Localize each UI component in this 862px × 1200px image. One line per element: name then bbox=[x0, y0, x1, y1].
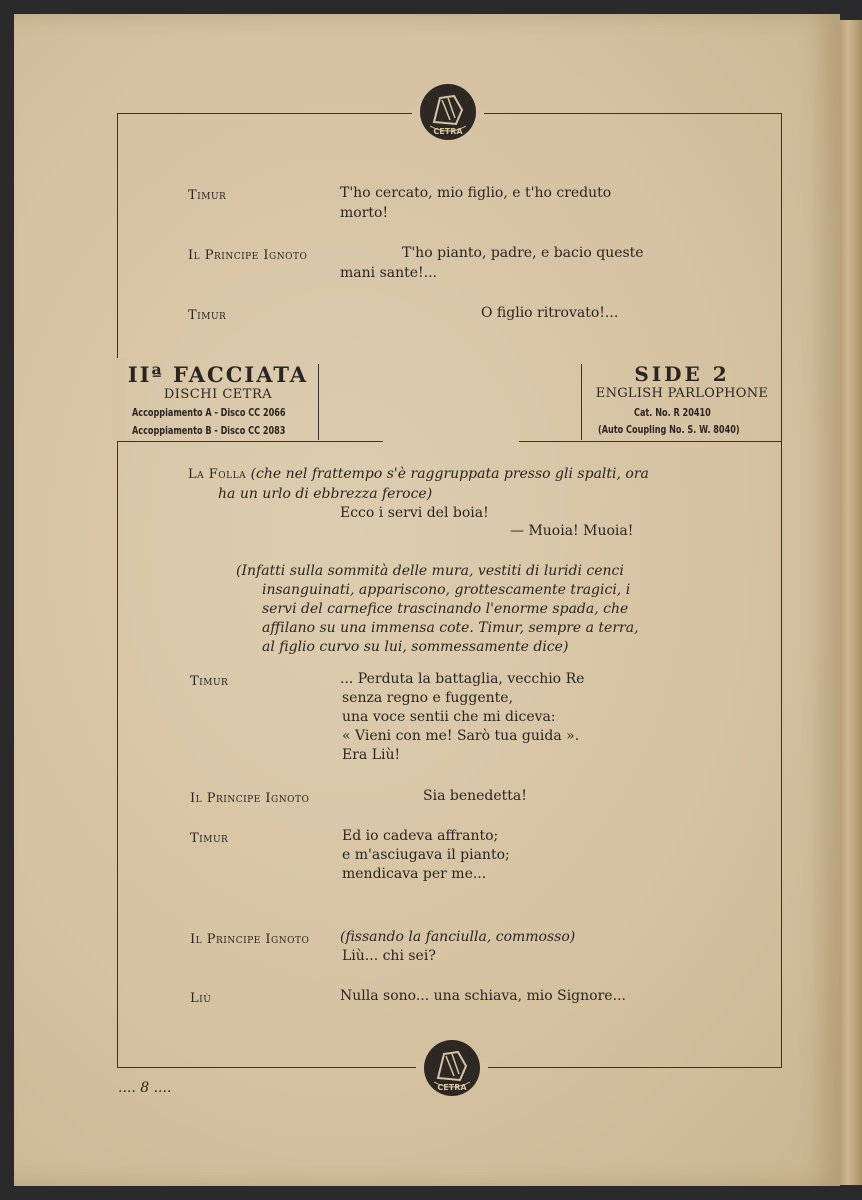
speaker-timur: Timur bbox=[188, 188, 227, 203]
verse-line: ... Perduta la battaglia, vecchio Re bbox=[340, 671, 585, 687]
cetra-logo-text: CETRA bbox=[433, 127, 463, 136]
auto-coupling: (Auto Coupling No. S. W. 8040) bbox=[598, 423, 740, 436]
speaker-principe: Il Principe Ignoto bbox=[190, 932, 310, 947]
verse-line: una voce sentii che mi diceva: bbox=[342, 709, 556, 725]
speaker-principe: Il Principe Ignoto bbox=[190, 791, 310, 806]
cetra-logo-bottom bbox=[424, 1040, 480, 1096]
coupling-b: Accoppiamento B - Disco CC 2083 bbox=[132, 424, 286, 437]
dialogue-line: Ecco i servi del boia! bbox=[340, 505, 489, 521]
verse-line: « Vieni con me! Sarò tua guida ». bbox=[342, 728, 580, 744]
dialogue-line: Liù... chi sei? bbox=[342, 948, 436, 964]
cetra-logo-text: CETRA bbox=[437, 1083, 467, 1092]
facciata-title: IIª FACCIATA bbox=[127, 362, 309, 387]
stage-direction: (fissando la fanciulla, commosso) bbox=[340, 929, 576, 945]
dialogue-line: — Muoia! Muoia! bbox=[510, 523, 634, 539]
dialogue-line: Sia benedetta! bbox=[423, 788, 527, 804]
verse-line: e m'asciugava il pianto; bbox=[342, 847, 510, 863]
facciata-label: DISCHI CETRA bbox=[163, 387, 273, 402]
speaker-folla: La Folla bbox=[188, 467, 247, 482]
speaker-timur: Timur bbox=[190, 831, 229, 846]
stage-direction: insanguinati, appariscono, grottescamente tragici, i bbox=[262, 582, 631, 598]
dialogue-line: mani sante!... bbox=[340, 265, 438, 281]
verse-line: Ed io cadeva affranto; bbox=[342, 828, 499, 844]
speaker-liu: Liù bbox=[190, 991, 212, 1006]
side-title: SIDE 2 bbox=[634, 362, 730, 386]
dialogue-line: morto! bbox=[340, 205, 389, 221]
speaker-timur: Timur bbox=[188, 308, 227, 323]
stage-direction: affilano su una immensa cote. Timur, sempre a terra, bbox=[262, 620, 639, 636]
dialogue-line: T'ho pianto, padre, e bacio queste bbox=[402, 245, 644, 261]
page-edge bbox=[840, 20, 862, 1185]
verse-line: mendicava per me... bbox=[342, 866, 487, 882]
stage-direction: al figlio curvo su lui, sommessamente dice) bbox=[262, 639, 569, 655]
divider-horizontal bbox=[117, 441, 383, 442]
stage-direction: (Infatti sulla sommità delle mura, vestiti di luridi cenci bbox=[236, 563, 624, 579]
stage-direction: servi del carnefice trascinando l'enorme spada, che bbox=[262, 601, 629, 617]
page-number: .... 8 .... bbox=[118, 1080, 172, 1096]
verse-line: Era Liù! bbox=[342, 747, 401, 763]
stage-direction: (che nel frattempo s'è raggruppata presso gli spalti, ora bbox=[250, 466, 649, 482]
folla-line bbox=[188, 465, 649, 484]
stage-direction: ha un urlo di ebbrezza feroce) bbox=[218, 486, 433, 502]
coupling-a: Accoppiamento A - Disco CC 2066 bbox=[132, 406, 286, 419]
dialogue-line: O figlio ritrovato!... bbox=[481, 305, 619, 321]
speaker-principe: Il Principe Ignoto bbox=[188, 248, 308, 263]
dialogue-line: Nulla sono... una schiava, mio Signore... bbox=[340, 988, 626, 1004]
divider-vertical bbox=[318, 364, 319, 440]
speaker-timur: Timur bbox=[190, 674, 229, 689]
dialogue-line: T'ho cercato, mio figlio, e t'ho creduto bbox=[340, 185, 612, 201]
side-label: ENGLISH PARLOPHONE bbox=[595, 386, 769, 401]
cetra-logo-top bbox=[420, 84, 476, 140]
verse-line: senza regno e fuggente, bbox=[342, 690, 514, 706]
divider-horizontal bbox=[519, 441, 782, 442]
catalog-number: Cat. No. R 20410 bbox=[634, 406, 711, 419]
